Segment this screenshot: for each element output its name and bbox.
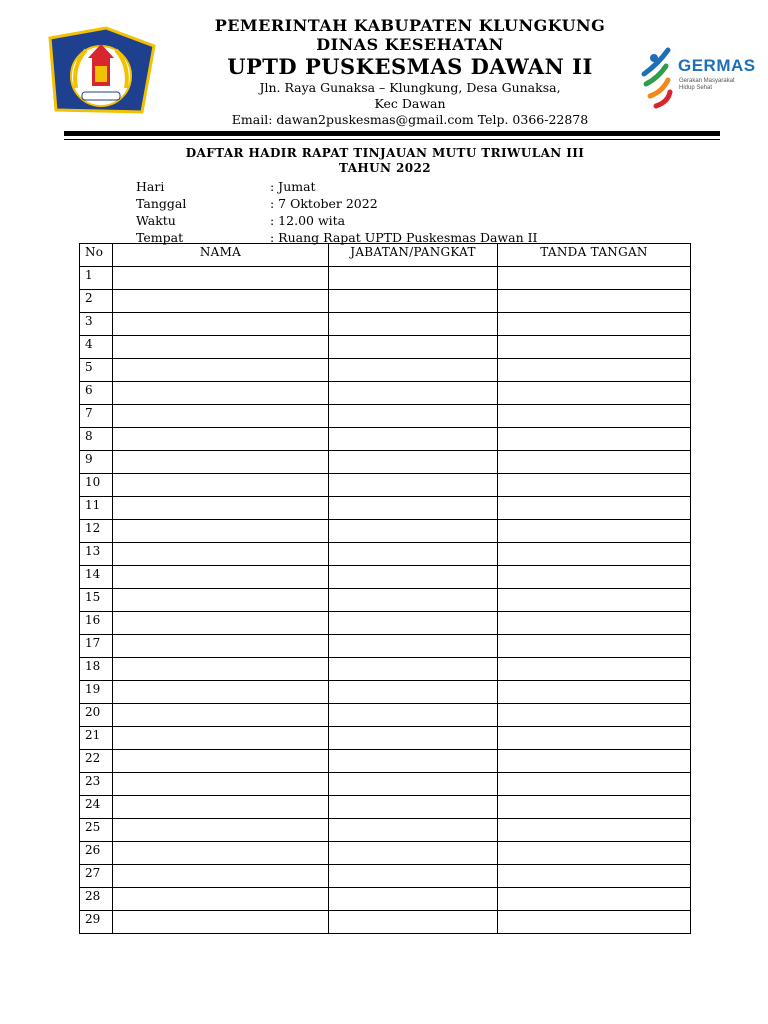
info-value: : Jumat (270, 179, 316, 194)
position-cell[interactable] (329, 612, 498, 635)
signature-cell[interactable] (498, 359, 691, 382)
header-name: NAMA (113, 244, 329, 267)
row-number: 14 (80, 566, 113, 589)
name-cell[interactable] (113, 658, 329, 681)
letterhead-address-1: Jln. Raya Gunaksa – Klungkung, Desa Gunaksa, (259, 80, 561, 95)
table-row (80, 543, 691, 566)
signature-cell[interactable] (498, 865, 691, 888)
attendance-table (79, 243, 691, 934)
name-cell[interactable] (113, 405, 329, 428)
position-cell[interactable] (329, 543, 498, 566)
row-number: 11 (80, 497, 113, 520)
position-cell[interactable] (329, 819, 498, 842)
attendance-rows (80, 267, 691, 934)
row-number: 22 (80, 750, 113, 773)
signature-cell[interactable] (498, 428, 691, 451)
name-cell[interactable] (113, 313, 329, 336)
name-cell[interactable] (113, 474, 329, 497)
row-number: 8 (80, 428, 113, 451)
name-cell[interactable] (113, 336, 329, 359)
name-cell[interactable] (113, 428, 329, 451)
signature-cell[interactable] (498, 566, 691, 589)
signature-cell[interactable] (498, 589, 691, 612)
position-cell[interactable] (329, 635, 498, 658)
position-cell[interactable] (329, 566, 498, 589)
row-number: 24 (80, 796, 113, 819)
row-number: 6 (80, 382, 113, 405)
name-cell[interactable] (113, 773, 329, 796)
signature-cell[interactable] (498, 474, 691, 497)
letterhead (160, 16, 660, 128)
info-label: Waktu (136, 213, 176, 228)
table-row (80, 704, 691, 727)
row-number: 5 (80, 359, 113, 382)
signature-cell[interactable] (498, 336, 691, 359)
row-number: 2 (80, 290, 113, 313)
table-row (80, 612, 691, 635)
position-cell[interactable] (329, 727, 498, 750)
table-row (80, 635, 691, 658)
table-row (80, 405, 691, 428)
table-row (80, 681, 691, 704)
signature-cell[interactable] (498, 635, 691, 658)
row-number: 7 (80, 405, 113, 428)
signature-cell[interactable] (498, 313, 691, 336)
signature-cell[interactable] (498, 451, 691, 474)
table-row (80, 865, 691, 888)
row-number: 12 (80, 520, 113, 543)
position-cell[interactable] (329, 589, 498, 612)
table-row (80, 267, 691, 290)
signature-cell[interactable] (498, 543, 691, 566)
info-label: Tempat (136, 230, 184, 245)
row-number: 16 (80, 612, 113, 635)
name-cell[interactable] (113, 911, 329, 934)
table-row (80, 773, 691, 796)
position-cell[interactable] (329, 382, 498, 405)
table-row (80, 727, 691, 750)
table-row (80, 589, 691, 612)
name-cell[interactable] (113, 727, 329, 750)
table-row (80, 750, 691, 773)
info-label: Hari (136, 179, 165, 194)
header-position: JABATAN/PANGKAT (329, 244, 498, 267)
signature-cell[interactable] (498, 612, 691, 635)
position-cell[interactable] (329, 520, 498, 543)
name-cell[interactable] (113, 589, 329, 612)
signature-cell[interactable] (498, 382, 691, 405)
position-cell[interactable] (329, 428, 498, 451)
letterhead-department: DINAS KESEHATAN (316, 35, 504, 54)
signature-cell[interactable] (498, 842, 691, 865)
position-cell[interactable] (329, 842, 498, 865)
position-cell[interactable] (329, 497, 498, 520)
letterhead-institution: UPTD PUSKESMAS DAWAN II (227, 54, 593, 79)
table-row (80, 497, 691, 520)
letterhead-divider-thin (64, 139, 720, 140)
table-row (80, 520, 691, 543)
table-row (80, 290, 691, 313)
table-row (80, 359, 691, 382)
document-title (100, 146, 670, 176)
signature-cell[interactable] (498, 704, 691, 727)
name-cell[interactable] (113, 888, 329, 911)
row-number: 17 (80, 635, 113, 658)
table-row (80, 428, 691, 451)
position-cell[interactable] (329, 865, 498, 888)
name-cell[interactable] (113, 819, 329, 842)
germas-tagline-2: Hidup Sehat (679, 85, 713, 91)
position-cell[interactable] (329, 888, 498, 911)
position-cell[interactable] (329, 658, 498, 681)
name-cell[interactable] (113, 865, 329, 888)
row-number: 15 (80, 589, 113, 612)
signature-cell[interactable] (498, 727, 691, 750)
name-cell[interactable] (113, 612, 329, 635)
row-number: 9 (80, 451, 113, 474)
position-cell[interactable] (329, 290, 498, 313)
position-cell[interactable] (329, 911, 498, 934)
signature-cell[interactable] (498, 681, 691, 704)
table-row (80, 566, 691, 589)
signature-cell[interactable] (498, 497, 691, 520)
row-number: 25 (80, 819, 113, 842)
header-no: No (80, 244, 113, 267)
name-cell[interactable] (113, 635, 329, 658)
info-value: : 7 Oktober 2022 (270, 196, 378, 211)
germas-wordmark: GERMAS (678, 56, 756, 75)
signature-cell[interactable] (498, 405, 691, 428)
table-row (80, 888, 691, 911)
name-cell[interactable] (113, 704, 329, 727)
letterhead-contact: Email: dawan2puskesmas@gmail.com Telp. 0366-22878 (231, 112, 589, 127)
position-cell[interactable] (329, 773, 498, 796)
name-cell[interactable] (113, 796, 329, 819)
document-title-line-1: DAFTAR HADIR RAPAT TINJAUAN MUTU TRIWULAN III (185, 146, 585, 160)
letterhead-divider-thick (64, 131, 720, 136)
signature-cell[interactable] (498, 888, 691, 911)
name-cell[interactable] (113, 382, 329, 405)
row-number: 20 (80, 704, 113, 727)
table-header-row (80, 244, 691, 267)
header-signature: TANDA TANGAN (498, 244, 691, 267)
info-value: : 12.00 wita (270, 213, 346, 228)
row-number: 3 (80, 313, 113, 336)
signature-cell[interactable] (498, 773, 691, 796)
table-row (80, 382, 691, 405)
row-number: 26 (80, 842, 113, 865)
table-row (80, 451, 691, 474)
row-number: 27 (80, 865, 113, 888)
row-number: 10 (80, 474, 113, 497)
position-cell[interactable] (329, 681, 498, 704)
row-number: 13 (80, 543, 113, 566)
position-cell[interactable] (329, 336, 498, 359)
info-value: : Ruang Rapat UPTD Puskesmas Dawan II (270, 230, 538, 245)
name-cell[interactable] (113, 842, 329, 865)
position-cell[interactable] (329, 405, 498, 428)
name-cell[interactable] (113, 359, 329, 382)
signature-cell[interactable] (498, 819, 691, 842)
signature-cell[interactable] (498, 750, 691, 773)
table-row (80, 313, 691, 336)
name-cell[interactable] (113, 750, 329, 773)
table-row (80, 911, 691, 934)
klungkung-emblem-logo (42, 26, 160, 120)
signature-cell[interactable] (498, 520, 691, 543)
position-cell[interactable] (329, 750, 498, 773)
name-cell[interactable] (113, 290, 329, 313)
signature-cell[interactable] (498, 796, 691, 819)
signature-cell[interactable] (498, 911, 691, 934)
table-row (80, 658, 691, 681)
document-title-line-2: TAHUN 2022 (339, 161, 431, 175)
position-cell[interactable] (329, 451, 498, 474)
name-cell[interactable] (113, 566, 329, 589)
position-cell[interactable] (329, 313, 498, 336)
info-label: Tanggal (136, 196, 187, 211)
letterhead-address-2: Kec Dawan (374, 96, 446, 111)
row-number: 28 (80, 888, 113, 911)
position-cell[interactable] (329, 796, 498, 819)
table-row (80, 474, 691, 497)
row-number: 21 (80, 727, 113, 750)
row-number: 18 (80, 658, 113, 681)
row-number: 4 (80, 336, 113, 359)
position-cell[interactable] (329, 704, 498, 727)
row-number: 1 (80, 267, 113, 290)
row-number: 29 (80, 911, 113, 934)
name-cell[interactable] (113, 520, 329, 543)
position-cell[interactable] (329, 474, 498, 497)
table-row (80, 842, 691, 865)
name-cell[interactable] (113, 267, 329, 290)
signature-cell[interactable] (498, 267, 691, 290)
position-cell[interactable] (329, 359, 498, 382)
table-row (80, 336, 691, 359)
signature-cell[interactable] (498, 290, 691, 313)
row-number: 23 (80, 773, 113, 796)
name-cell[interactable] (113, 543, 329, 566)
signature-cell[interactable] (498, 658, 691, 681)
name-cell[interactable] (113, 497, 329, 520)
germas-tagline-1: Gerakan Masyarakat (679, 78, 735, 84)
position-cell[interactable] (329, 267, 498, 290)
letterhead-government: PEMERINTAH KABUPATEN KLUNGKUNG (214, 16, 606, 35)
row-number: 19 (80, 681, 113, 704)
name-cell[interactable] (113, 681, 329, 704)
table-row (80, 819, 691, 842)
table-row (80, 796, 691, 819)
name-cell[interactable] (113, 451, 329, 474)
